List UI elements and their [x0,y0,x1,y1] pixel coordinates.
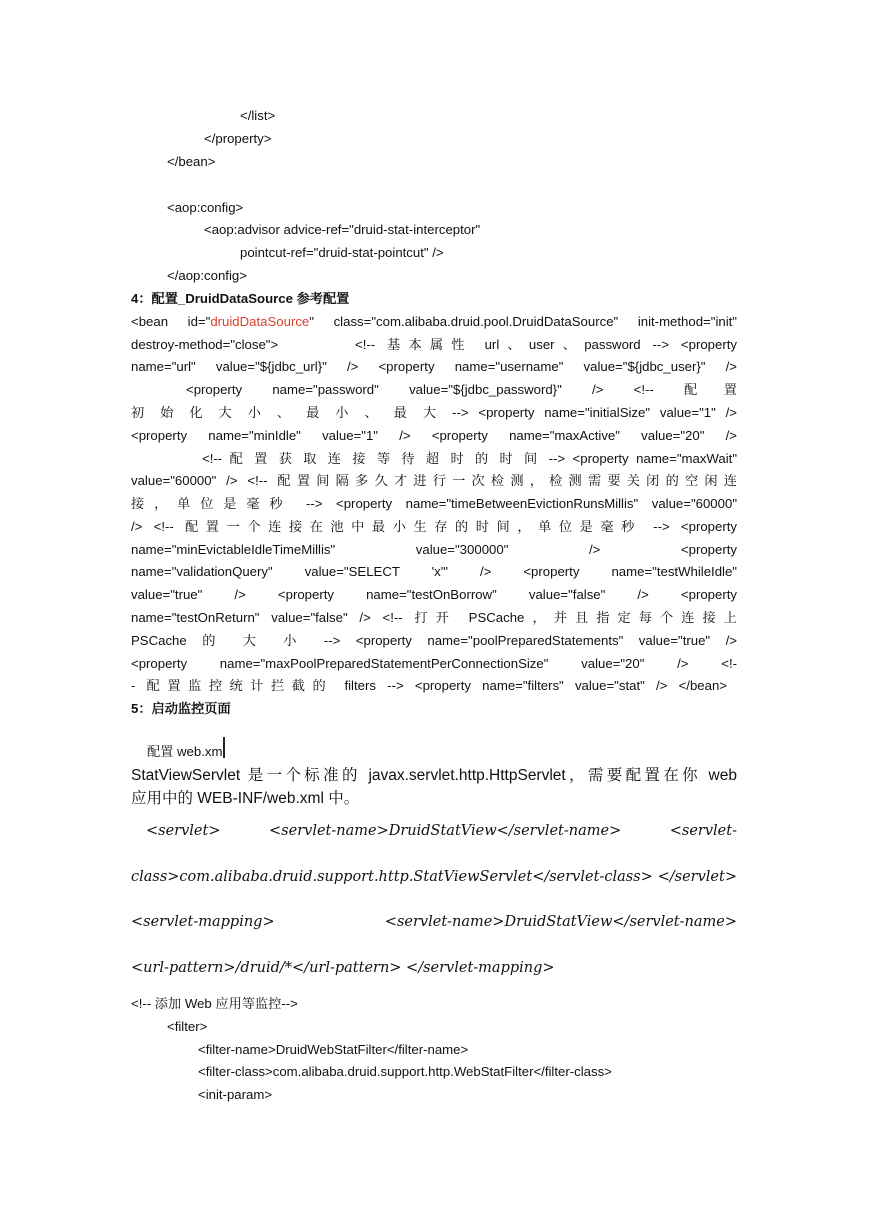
config-line: 配置 web.xm [147,737,225,760]
code-line: value="60000" /> <!-- 配置间隔多久才进行一次检测，检测需要关闭的空闲连 [131,473,737,488]
code-line: PSCache 的 大 小 --> <property name="poolPreparedStatements" value="true" /> [131,633,737,648]
code-line: <property name="maxPoolPreparedStatementPerConnectionSize" value="20" /> <!- [131,656,737,671]
code-line: <!-- 添加 Web 应用等监控--> [131,996,298,1011]
code-line: <aop:advisor advice-ref="druid-stat-interceptor" [204,222,481,237]
code-line: destroy-method="close"> [131,337,279,352]
code-line: name="testOnReturn" value="false" /> <!-- 打开 PSCache，并且指定每个连接上 [131,610,737,625]
section-heading: 5：启动监控页面 [131,701,231,716]
code-line: <servlet> <servlet-name>DruidStatView</servlet-name> <servlet- [146,823,737,839]
code-line: <filter-name>DruidWebStatFilter</filter-name> [198,1042,469,1057]
code-line: <servlet-mapping> <servlet-name>DruidStatView</servlet-name> [131,914,737,930]
section-heading: 4：配置_DruidDataSource 参考配置 [131,291,350,306]
code-line: 接，单位是毫秒 --> <property name="timeBetweenEvictionRunsMillis" value="60000" [131,496,737,511]
code-line: </list> [240,108,276,123]
code-line: <aop:config> [167,200,244,215]
code-line: <bean id="druidDataSource" class="com.alibaba.druid.pool.DruidDataSource" init-method="init" [131,314,737,329]
code-line: 初 始 化 大 小 、 最 小 、 最 大 --> <property name="initialSize" value="1" /> [131,405,737,420]
code-line: class>com.alibaba.druid.support.http.StatViewServlet</servlet-class> </servlet> [131,869,737,885]
code-line: <!-- 基本属性 url、user、password --> <property [355,337,737,352]
code-line: </aop:config> [167,268,247,283]
code-line: <property name="password" value="${jdbc_password}" /> <!-- 配置 [186,382,737,397]
code-line: - 配置监控统计拦截的 filters --> <property name="filters" value="stat" /> </bean> [131,678,727,693]
code-line: <filter-class>com.alibaba.druid.support.http.WebStatFilter</filter-class> [198,1064,612,1079]
code-line: <!-- 配 置 获 取 连 接 等 待 超 时 的 时 间 --> <property name="maxWait" [202,451,737,466]
code-line: name="validationQuery" value="SELECT 'x'" /> <property name="testWhileIdle" [131,564,737,579]
paragraph: 应用中的 WEB-INF/web.xml 中。 [131,790,360,807]
code-line: pointcut-ref="druid-stat-pointcut" /> [240,245,444,260]
code-line: name="minEvictableIdleTimeMillis" value="300000" /> <property [131,542,737,557]
code-line: <property name="minIdle" value="1" /> <property name="maxActive" value="20" /> [131,428,737,443]
code-line: name="url" value="${jdbc_url}" /> <property name="username" value="${jdbc_user}" /> [131,359,737,374]
code-line: </property> [204,131,272,146]
code-line: </bean> [167,154,216,169]
code-line: value="true" /> <property name="testOnBorrow" value="false" /> <property [131,587,737,602]
code-line: <url-pattern>/druid/*</url-pattern> </servlet-mapping> [131,960,555,976]
text-cursor [223,737,225,758]
code-line: /> <!-- 配置一个连接在池中最小生存的时间，单位是毫秒 --> <property [131,519,737,534]
paragraph: StatViewServlet 是一个标准的 javax.servlet.http.HttpServlet，需要配置在你 web [131,767,737,784]
code-line: <filter> [167,1019,208,1034]
code-line: <init-param> [198,1087,273,1102]
bean-id-highlight: druidDataSource [210,314,310,329]
